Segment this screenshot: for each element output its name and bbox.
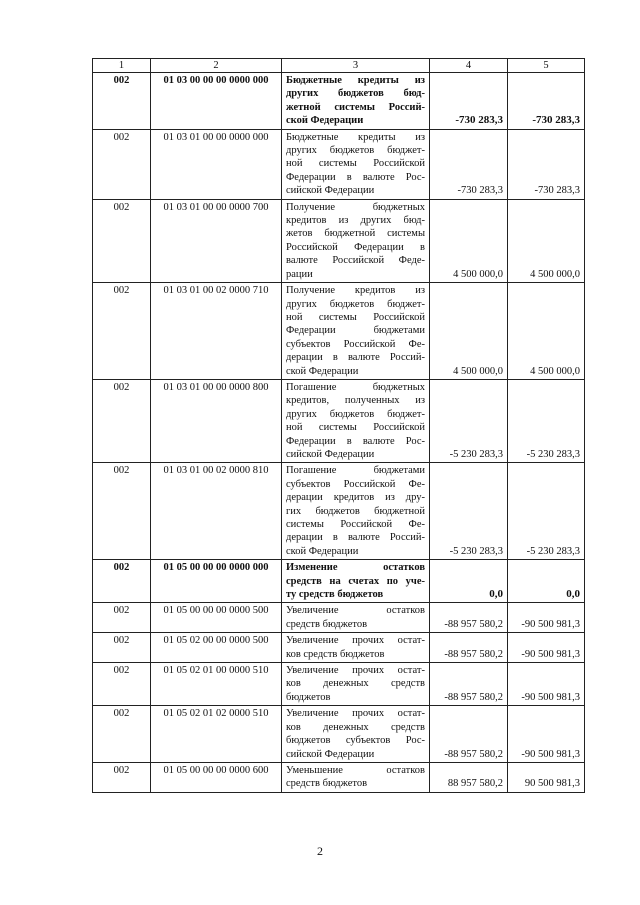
value-2021-cell: -90 500 981,3 bbox=[508, 633, 585, 663]
description-cell bbox=[282, 283, 430, 380]
column-number-row bbox=[93, 59, 585, 73]
description-line: Увеличение остатков bbox=[286, 605, 425, 617]
description-cell bbox=[282, 129, 430, 199]
description-line: бюджетов bbox=[286, 691, 331, 703]
description-line: Уменьшение остатков bbox=[286, 764, 425, 776]
description-cell bbox=[282, 633, 430, 663]
description-line: средств бюджетов bbox=[286, 618, 368, 630]
value-2020-cell: 0,0 bbox=[430, 560, 508, 603]
description-cell bbox=[282, 762, 430, 792]
description-line: гих бюджетов бюджетной bbox=[286, 505, 425, 517]
description-line: сийской Федерации bbox=[286, 748, 375, 760]
description-cell bbox=[282, 663, 430, 706]
description-line: Увеличение прочих остат- bbox=[286, 665, 425, 677]
description-line: Изменение остатков bbox=[286, 562, 425, 574]
description-line: ской Федерации bbox=[286, 545, 359, 557]
description-line: Бюджетные кредиты из bbox=[286, 131, 425, 143]
budget-classification-code-cell: 01 05 02 01 00 0000 510 bbox=[151, 663, 282, 706]
description-cell bbox=[282, 706, 430, 763]
description-line: Получение бюджетных bbox=[286, 201, 425, 213]
admin-code-cell: 002 bbox=[93, 706, 151, 763]
description-line: рации bbox=[286, 268, 313, 280]
budget-classification-code-cell: 01 05 02 00 00 0000 500 bbox=[151, 633, 282, 663]
description-line: ской Федерации bbox=[286, 365, 359, 377]
description-cell bbox=[282, 603, 430, 633]
description-line: Федерации бюджетами bbox=[286, 325, 425, 337]
budget-sources-table bbox=[92, 58, 585, 793]
description-line: Российской Федерации в bbox=[286, 241, 425, 253]
page-number: 2 bbox=[317, 844, 323, 858]
description-line: других бюджетов бюджет- bbox=[286, 145, 425, 157]
value-2020-cell: 88 957 580,2 bbox=[430, 762, 508, 792]
value-2021-cell: -90 500 981,3 bbox=[508, 603, 585, 633]
budget-classification-code-cell: 01 05 00 00 00 0000 600 bbox=[151, 762, 282, 792]
description-line: средств на счетах по уче- bbox=[286, 575, 425, 587]
description-line: ту средств бюджетов bbox=[286, 589, 384, 601]
budget-classification-code-cell: 01 05 02 01 02 0000 510 bbox=[151, 706, 282, 763]
table-row bbox=[93, 129, 585, 199]
description-cell bbox=[282, 463, 430, 560]
description-line: средств бюджетов bbox=[286, 778, 368, 790]
description-line: кредитов, полученных из bbox=[286, 395, 425, 407]
description-line: ков денежных средств bbox=[286, 721, 425, 733]
column-header: 2 bbox=[151, 59, 282, 73]
value-2021-cell: 0,0 bbox=[508, 560, 585, 603]
table-row bbox=[93, 762, 585, 792]
value-2021-cell: 4 500 000,0 bbox=[508, 283, 585, 380]
value-2020-cell: -5 230 283,3 bbox=[430, 463, 508, 560]
description-line: ной системы Российской bbox=[286, 158, 425, 170]
description-line: других бюджетов бюд- bbox=[286, 88, 425, 100]
table-row bbox=[93, 379, 585, 462]
description-line: сийской Федерации bbox=[286, 448, 375, 460]
description-line: дерации в валюте Россий- bbox=[286, 532, 425, 544]
description-line: системы Российской Фе- bbox=[286, 519, 425, 530]
description-line: Увеличение прочих остат- bbox=[286, 708, 425, 720]
value-2021-cell: -90 500 981,3 bbox=[508, 663, 585, 706]
value-2020-cell: -730 283,3 bbox=[430, 73, 508, 130]
value-2021-cell: 90 500 981,3 bbox=[508, 762, 585, 792]
description-line: Погашение бюджетных bbox=[286, 381, 425, 393]
table-row bbox=[93, 663, 585, 706]
description-line: сийской Федерации bbox=[286, 185, 375, 197]
description-line: кредитов из других бюд- bbox=[286, 215, 425, 227]
admin-code-cell: 002 bbox=[93, 73, 151, 130]
description-line: Федерации в валюте Рос- bbox=[286, 435, 425, 447]
description-line: ков средств бюджетов bbox=[286, 648, 385, 660]
description-line: других бюджетов бюджет- bbox=[286, 408, 425, 420]
budget-classification-code-cell: 01 03 01 00 00 0000 700 bbox=[151, 199, 282, 282]
budget-classification-code-cell: 01 03 00 00 00 0000 000 bbox=[151, 73, 282, 130]
description-line: Увеличение прочих остат- bbox=[286, 635, 425, 647]
description-line: субъектов Российской Фе- bbox=[286, 338, 425, 350]
table-row bbox=[93, 463, 585, 560]
description-cell bbox=[282, 199, 430, 282]
table-row bbox=[93, 633, 585, 663]
admin-code-cell: 002 bbox=[93, 463, 151, 560]
admin-code-cell: 002 bbox=[93, 283, 151, 380]
admin-code-cell: 002 bbox=[93, 129, 151, 199]
description-line: ной системы Российской bbox=[286, 422, 425, 434]
table-row bbox=[93, 73, 585, 130]
value-2020-cell: -88 957 580,2 bbox=[430, 633, 508, 663]
description-cell bbox=[282, 560, 430, 603]
value-2021-cell: -5 230 283,3 bbox=[508, 463, 585, 560]
description-line: Федерации в валюте Рос- bbox=[286, 171, 425, 183]
value-2020-cell: 4 500 000,0 bbox=[430, 199, 508, 282]
description-line: ной системы Российской bbox=[286, 311, 425, 323]
description-line: Получение кредитов из bbox=[286, 285, 425, 297]
description-line: жетов бюджетной системы bbox=[286, 228, 425, 240]
table-row bbox=[93, 706, 585, 763]
admin-code-cell: 002 bbox=[93, 199, 151, 282]
value-2020-cell: -88 957 580,2 bbox=[430, 603, 508, 633]
description-line: других бюджетов бюджет- bbox=[286, 298, 425, 310]
column-header: 5 bbox=[508, 59, 585, 73]
table-row bbox=[93, 199, 585, 282]
admin-code-cell: 002 bbox=[93, 379, 151, 462]
admin-code-cell: 002 bbox=[93, 560, 151, 603]
budget-classification-code-cell: 01 03 01 00 00 0000 000 bbox=[151, 129, 282, 199]
table-row bbox=[93, 283, 585, 380]
value-2020-cell: -88 957 580,2 bbox=[430, 663, 508, 706]
budget-classification-code-cell: 01 03 01 00 02 0000 810 bbox=[151, 463, 282, 560]
value-2021-cell: -730 283,3 bbox=[508, 129, 585, 199]
description-line: дерации кредитов из дру- bbox=[286, 492, 425, 504]
description-line: дерации в валюте Россий- bbox=[286, 352, 425, 364]
table-row bbox=[93, 603, 585, 633]
description-line: валюте Российской Феде- bbox=[286, 255, 425, 267]
value-2020-cell: 4 500 000,0 bbox=[430, 283, 508, 380]
description-line: Погашение бюджетами bbox=[286, 465, 425, 477]
admin-code-cell: 002 bbox=[93, 663, 151, 706]
column-header: 4 bbox=[430, 59, 508, 73]
budget-classification-code-cell: 01 05 00 00 00 0000 500 bbox=[151, 603, 282, 633]
budget-classification-code-cell: 01 05 00 00 00 0000 000 bbox=[151, 560, 282, 603]
value-2020-cell: -88 957 580,2 bbox=[430, 706, 508, 763]
description-line: бюджетов субъектов Рос- bbox=[286, 735, 425, 747]
description-line: жетной системы Россий- bbox=[286, 101, 425, 113]
column-header: 3 bbox=[282, 59, 430, 73]
budget-classification-code-cell: 01 03 01 00 00 0000 800 bbox=[151, 379, 282, 462]
description-line: субъектов Российской Фе- bbox=[286, 478, 425, 490]
value-2021-cell: -5 230 283,3 bbox=[508, 379, 585, 462]
description-line: ской Федерации bbox=[286, 115, 364, 127]
budget-classification-code-cell: 01 03 01 00 02 0000 710 bbox=[151, 283, 282, 380]
value-2020-cell: -5 230 283,3 bbox=[430, 379, 508, 462]
value-2020-cell: -730 283,3 bbox=[430, 129, 508, 199]
value-2021-cell: 4 500 000,0 bbox=[508, 199, 585, 282]
column-header: 1 bbox=[93, 59, 151, 73]
value-2021-cell: -90 500 981,3 bbox=[508, 706, 585, 763]
description-line: Бюджетные кредиты из bbox=[286, 75, 425, 86]
table-row bbox=[93, 560, 585, 603]
description-line: ков денежных средств bbox=[286, 678, 425, 690]
admin-code-cell: 002 bbox=[93, 603, 151, 633]
admin-code-cell: 002 bbox=[93, 762, 151, 792]
admin-code-cell: 002 bbox=[93, 633, 151, 663]
value-2021-cell: -730 283,3 bbox=[508, 73, 585, 130]
description-cell bbox=[282, 379, 430, 462]
description-cell bbox=[282, 73, 430, 130]
